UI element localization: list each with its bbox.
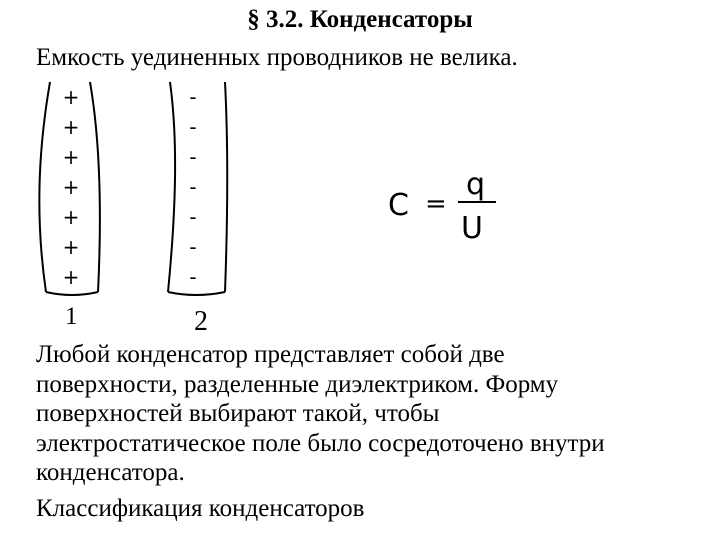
- paragraph-line: электростатическое поле было сосредоточено внутри: [36, 429, 605, 457]
- formula-equals-sign: =: [425, 189, 447, 219]
- intro-text: Емкость уединенных проводников не велика.: [36, 44, 518, 71]
- paragraph-line: поверхности, разделенные диэлектриком. Форму: [36, 370, 559, 398]
- plate-1-plus-sign: +: [62, 265, 80, 289]
- paragraph-line: Любой конденсатор представляет собой две: [36, 341, 505, 368]
- formula-capacitance-symbol: C: [388, 188, 409, 223]
- plate-2-minus-sign: -: [189, 175, 197, 199]
- plate-2-minus-sign: -: [189, 145, 197, 169]
- footer-text: Классификация конденсаторов: [36, 495, 365, 522]
- description-paragraph: [36, 340, 706, 488]
- formula-denominator-voltage: U: [461, 211, 483, 246]
- slide-title: § 3.2. Конденсаторы: [247, 6, 473, 33]
- paragraph-line: поверхностей выбирают такой, чтобы: [36, 400, 440, 427]
- plate-1-plus-sign: +: [62, 85, 80, 109]
- plate-2-minus-sign: -: [189, 235, 197, 259]
- plate-2-outline: [168, 82, 227, 295]
- plate-2-minus-sign: -: [189, 115, 197, 139]
- plate-2-minus-sign: -: [189, 205, 197, 229]
- plate-2-minus-sign: -: [189, 85, 197, 109]
- formula-numerator-charge: q: [466, 167, 486, 202]
- plate-1-plus-sign: +: [62, 235, 80, 259]
- paragraph-line: конденсатора.: [36, 459, 185, 486]
- plate-1-plus-sign: +: [62, 115, 80, 139]
- plate-1-plus-sign: +: [62, 175, 80, 199]
- plate-2-number: 2: [194, 306, 208, 337]
- plate-1-number: 1: [65, 303, 78, 330]
- plate-2-minus-sign: -: [189, 265, 197, 289]
- plate-1-plus-sign: +: [62, 145, 80, 169]
- plate-1-plus-sign: +: [62, 205, 80, 229]
